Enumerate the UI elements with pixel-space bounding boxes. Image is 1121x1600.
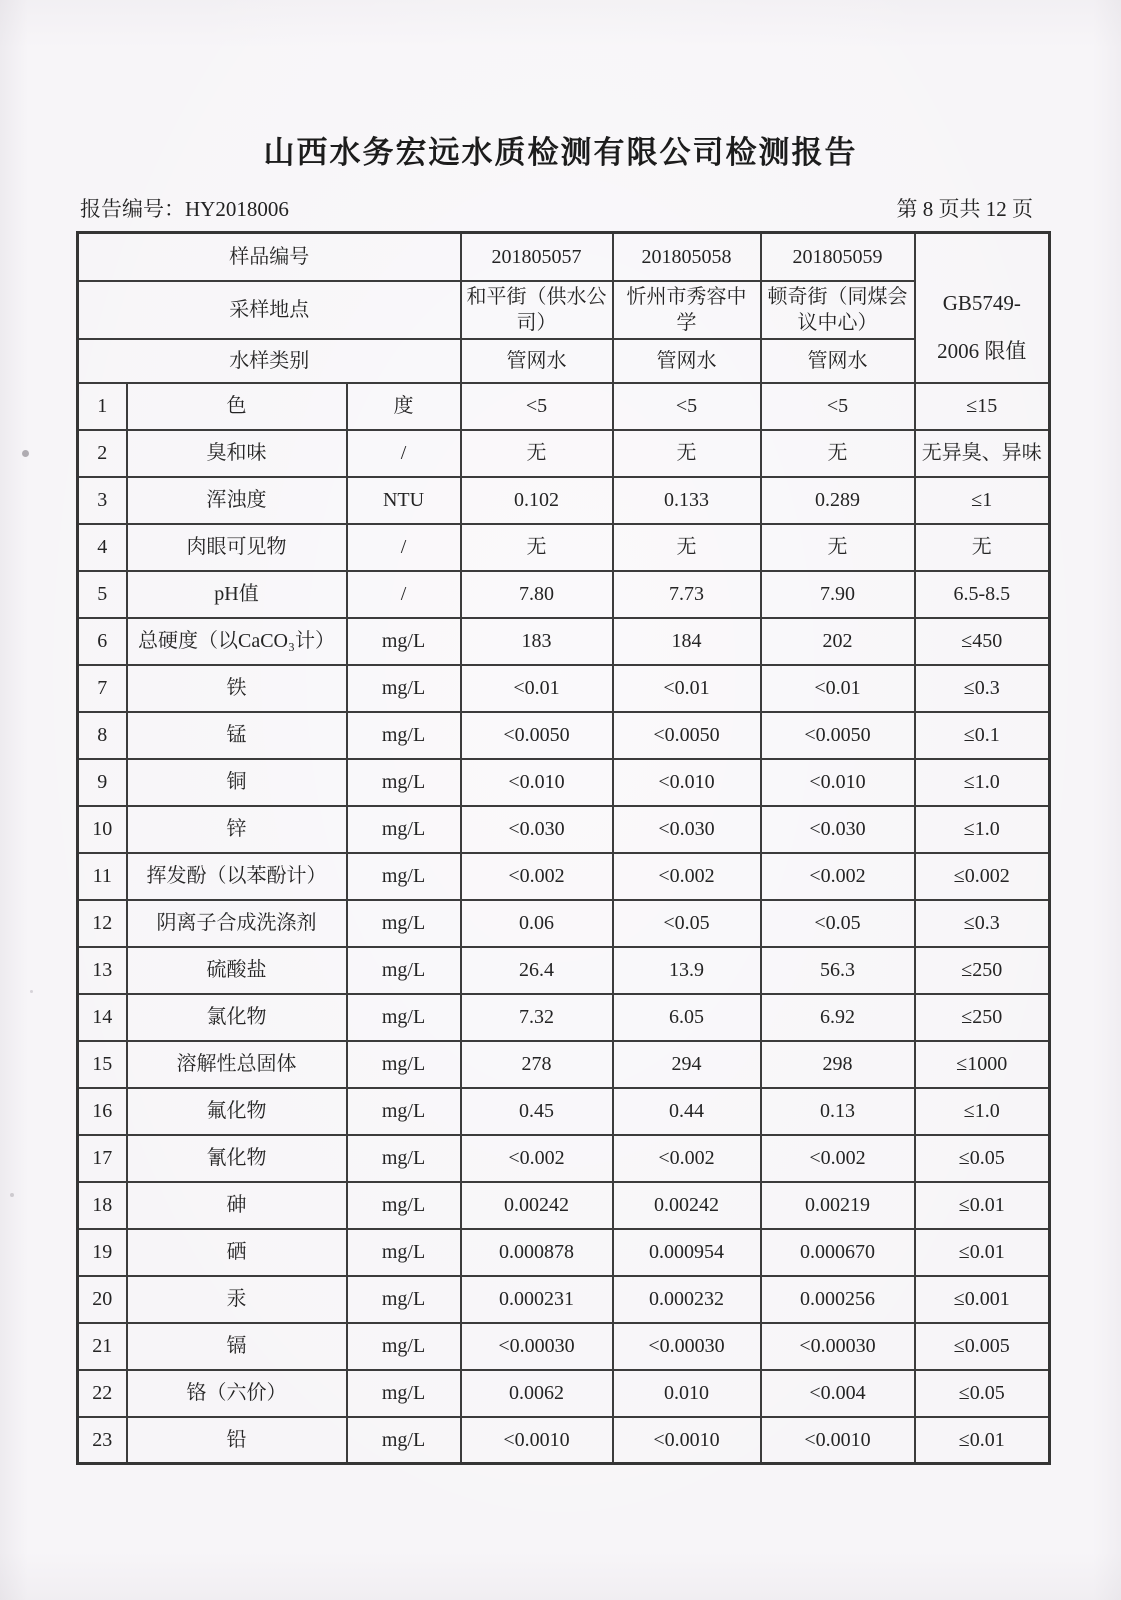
row-index-cell: 20 [78, 1276, 127, 1323]
sample-1-value-cell: <0.0050 [461, 712, 613, 759]
standard-limit-header-text [920, 239, 1045, 376]
limit-value-cell: 无 [915, 524, 1050, 571]
sample-3-value-cell: 7.90 [761, 571, 915, 618]
item-name-cell: 锌 [127, 806, 347, 853]
sample-3-value-cell: <5 [761, 383, 915, 430]
sample-3-id: 201805059 [761, 233, 915, 281]
sample-3-value-cell: <0.010 [761, 759, 915, 806]
limit-value-cell: ≤0.01 [915, 1182, 1050, 1229]
item-name-cell: 铬（六价） [127, 1370, 347, 1417]
sample-1-value-cell: <0.010 [461, 759, 613, 806]
row-index-cell: 7 [78, 665, 127, 712]
sample-1-value-cell: 7.32 [461, 994, 613, 1041]
sample-2-type: 管网水 [613, 339, 761, 383]
unit-cell: mg/L [347, 712, 461, 759]
item-name-cell: 挥发酚（以苯酚计） [127, 853, 347, 900]
sample-1-value-cell: <0.030 [461, 806, 613, 853]
unit-cell: mg/L [347, 1370, 461, 1417]
standard-limit-line2: 2006 限值 [937, 339, 1027, 364]
sample-1-value-cell: <0.002 [461, 1135, 613, 1182]
row-index-cell: 22 [78, 1370, 127, 1417]
sample-3-value-cell: 0.00219 [761, 1182, 915, 1229]
sample-2-value-cell: 无 [613, 524, 761, 571]
sample-3-value-cell: 202 [761, 618, 915, 665]
sample-2-value-cell: 无 [613, 430, 761, 477]
sample-2-value-cell: <5 [613, 383, 761, 430]
sample-3-value-cell: <0.002 [761, 853, 915, 900]
item-name-cell: 色 [127, 383, 347, 430]
row-index-cell: 2 [78, 430, 127, 477]
row-index-cell: 16 [78, 1088, 127, 1135]
table-row [78, 900, 1050, 947]
item-name-cell: 锰 [127, 712, 347, 759]
sample-1-value-cell: <0.002 [461, 853, 613, 900]
item-name-cell: 汞 [127, 1276, 347, 1323]
unit-cell: mg/L [347, 618, 461, 665]
row-index-cell: 11 [78, 853, 127, 900]
unit-cell: mg/L [347, 665, 461, 712]
table-row [78, 1323, 1050, 1370]
sample-2-value-cell: <0.05 [613, 900, 761, 947]
sample-3-value-cell: 0.000670 [761, 1229, 915, 1276]
sample-1-value-cell: 183 [461, 618, 613, 665]
row-index-cell: 10 [78, 806, 127, 853]
limit-value-cell: ≤450 [915, 618, 1050, 665]
unit-cell: mg/L [347, 1182, 461, 1229]
sample-2-value-cell: <0.010 [613, 759, 761, 806]
sample-1-value-cell: 0.45 [461, 1088, 613, 1135]
unit-cell: NTU [347, 477, 461, 524]
header-row-sample-type [78, 339, 1050, 383]
row-index-cell: 15 [78, 1041, 127, 1088]
header-row-location [78, 281, 1050, 339]
table-row [78, 759, 1050, 806]
sample-3-value-cell: 298 [761, 1041, 915, 1088]
limit-value-cell: 无异臭、异味 [915, 430, 1050, 477]
limit-value-cell: ≤0.05 [915, 1370, 1050, 1417]
sample-2-value-cell: <0.01 [613, 665, 761, 712]
item-name-cell: 臭和味 [127, 430, 347, 477]
sample-3-value-cell: 无 [761, 430, 915, 477]
sample-3-value-cell: 6.92 [761, 994, 915, 1041]
sample-3-value-cell: <0.030 [761, 806, 915, 853]
limit-value-cell: ≤250 [915, 994, 1050, 1041]
sample-2-value-cell: <0.0050 [613, 712, 761, 759]
item-name-cell: 阴离子合成洗涤剂 [127, 900, 347, 947]
sample-3-value-cell: 56.3 [761, 947, 915, 994]
table-row [78, 383, 1050, 430]
sample-1-value-cell: 0.000231 [461, 1276, 613, 1323]
table-row [78, 430, 1050, 477]
sample-2-value-cell: 0.00242 [613, 1182, 761, 1229]
limit-value-cell: ≤1.0 [915, 806, 1050, 853]
unit-cell: / [347, 571, 461, 618]
unit-cell: mg/L [347, 1323, 461, 1370]
sample-type-label: 水样类别 [78, 339, 461, 383]
row-index-cell: 4 [78, 524, 127, 571]
sample-3-value-cell: <0.004 [761, 1370, 915, 1417]
limit-value-cell: ≤1.0 [915, 1088, 1050, 1135]
unit-cell: mg/L [347, 759, 461, 806]
report-title: 山西水务宏远水质检测有限公司检测报告 [263, 135, 858, 170]
row-index-cell: 9 [78, 759, 127, 806]
row-index-cell: 21 [78, 1323, 127, 1370]
limit-value-cell: ≤1 [915, 477, 1050, 524]
item-name-cell: 砷 [127, 1182, 347, 1229]
header-row-sample-id [78, 233, 1050, 281]
sample-1-value-cell: 0.102 [461, 477, 613, 524]
sample-2-value-cell: 294 [613, 1041, 761, 1088]
sample-3-value-cell: <0.05 [761, 900, 915, 947]
limit-value-cell: ≤15 [915, 383, 1050, 430]
limit-value-cell: ≤0.001 [915, 1276, 1050, 1323]
sample-2-id: 201805058 [613, 233, 761, 281]
unit-cell: mg/L [347, 1135, 461, 1182]
row-index-cell: 19 [78, 1229, 127, 1276]
row-index-cell: 14 [78, 994, 127, 1041]
row-index-cell: 18 [78, 1182, 127, 1229]
results-table [76, 231, 1051, 1465]
sample-1-value-cell: 278 [461, 1041, 613, 1088]
table-row [78, 1417, 1050, 1464]
sample-2-value-cell: 0.010 [613, 1370, 761, 1417]
table-row [78, 618, 1050, 665]
item-name-cell: 铜 [127, 759, 347, 806]
sample-2-value-cell: 6.05 [613, 994, 761, 1041]
limit-value-cell: ≤0.005 [915, 1323, 1050, 1370]
standard-limit-line1: GB5749- [942, 291, 1021, 316]
standard-limit-header [915, 233, 1050, 383]
unit-cell: mg/L [347, 853, 461, 900]
limit-value-cell: ≤0.01 [915, 1417, 1050, 1464]
scan-speck [10, 1193, 14, 1197]
sample-1-value-cell: 无 [461, 524, 613, 571]
sample-2-value-cell: <0.002 [613, 853, 761, 900]
table-row [78, 1041, 1050, 1088]
limit-value-cell: ≤250 [915, 947, 1050, 994]
sample-2-value-cell: <0.0010 [613, 1417, 761, 1464]
sample-3-value-cell: <0.002 [761, 1135, 915, 1182]
limit-value-cell: ≤0.3 [915, 900, 1050, 947]
sample-2-value-cell: <0.00030 [613, 1323, 761, 1370]
unit-cell: mg/L [347, 1276, 461, 1323]
report-meta [80, 193, 1033, 223]
item-name-cell: 硫酸盐 [127, 947, 347, 994]
item-name-cell: 肉眼可见物 [127, 524, 347, 571]
item-name-cell: 总硬度（以CaCO₃计） [127, 618, 347, 665]
sample-2-value-cell: <0.002 [613, 1135, 761, 1182]
item-name-cell: 硒 [127, 1229, 347, 1276]
sample-3-value-cell: <0.0010 [761, 1417, 915, 1464]
sample-1-value-cell: <5 [461, 383, 613, 430]
scan-speck [22, 450, 29, 457]
item-name-cell: 氰化物 [127, 1135, 347, 1182]
sample-1-type: 管网水 [461, 339, 613, 383]
sample-2-value-cell: 7.73 [613, 571, 761, 618]
row-index-cell: 1 [78, 383, 127, 430]
table-row [78, 1370, 1050, 1417]
limit-value-cell: ≤0.05 [915, 1135, 1050, 1182]
sample-1-value-cell: 无 [461, 430, 613, 477]
unit-cell: mg/L [347, 1417, 461, 1464]
row-index-cell: 5 [78, 571, 127, 618]
item-name-cell: 镉 [127, 1323, 347, 1370]
row-index-cell: 3 [78, 477, 127, 524]
unit-cell: mg/L [347, 1229, 461, 1276]
sample-1-value-cell: <0.01 [461, 665, 613, 712]
sample-1-value-cell: 26.4 [461, 947, 613, 994]
table-row [78, 1182, 1050, 1229]
sample-3-value-cell: 0.000256 [761, 1276, 915, 1323]
sample-1-value-cell: 7.80 [461, 571, 613, 618]
sample-2-location: 忻州市秀容中学 [613, 281, 761, 339]
unit-cell: / [347, 524, 461, 571]
sample-3-value-cell: 无 [761, 524, 915, 571]
sample-2-value-cell: 0.133 [613, 477, 761, 524]
table-row [78, 806, 1050, 853]
limit-value-cell: ≤1.0 [915, 759, 1050, 806]
table-row [78, 712, 1050, 759]
sample-1-value-cell: 0.000878 [461, 1229, 613, 1276]
item-name-cell: 铅 [127, 1417, 347, 1464]
table-row [78, 477, 1050, 524]
limit-value-cell: ≤0.002 [915, 853, 1050, 900]
item-name-cell: 氯化物 [127, 994, 347, 1041]
unit-cell: mg/L [347, 947, 461, 994]
sample-2-value-cell: 13.9 [613, 947, 761, 994]
unit-cell: 度 [347, 383, 461, 430]
table-row [78, 1088, 1050, 1135]
row-index-cell: 12 [78, 900, 127, 947]
sample-2-value-cell: <0.030 [613, 806, 761, 853]
row-index-cell: 13 [78, 947, 127, 994]
sample-3-value-cell: 0.289 [761, 477, 915, 524]
sample-3-value-cell: <0.00030 [761, 1323, 915, 1370]
sample-1-value-cell: 0.0062 [461, 1370, 613, 1417]
sample-1-id: 201805057 [461, 233, 613, 281]
limit-value-cell: ≤0.3 [915, 665, 1050, 712]
table-row [78, 1276, 1050, 1323]
results-body [78, 383, 1050, 1464]
row-index-cell: 17 [78, 1135, 127, 1182]
item-name-cell: 浑浊度 [127, 477, 347, 524]
table-row [78, 1229, 1050, 1276]
scan-speck [30, 990, 33, 993]
unit-cell: mg/L [347, 900, 461, 947]
sample-1-location: 和平街（供水公司） [461, 281, 613, 339]
sample-3-value-cell: <0.01 [761, 665, 915, 712]
sample-2-value-cell: 0.000232 [613, 1276, 761, 1323]
page-indicator: 第 8 页共 12 页 [896, 197, 1033, 221]
sample-1-value-cell: 0.00242 [461, 1182, 613, 1229]
item-name-cell: 溶解性总固体 [127, 1041, 347, 1088]
sampling-location-label: 采样地点 [78, 281, 461, 339]
limit-value-cell: ≤0.1 [915, 712, 1050, 759]
table-row [78, 571, 1050, 618]
row-index-cell: 6 [78, 618, 127, 665]
table-row [78, 994, 1050, 1041]
unit-cell: mg/L [347, 806, 461, 853]
report-number: 报告编号：HY2018006 [80, 197, 289, 221]
unit-cell: mg/L [347, 1088, 461, 1135]
limit-value-cell: ≤1000 [915, 1041, 1050, 1088]
sample-id-label: 样品编号 [78, 233, 461, 281]
item-name-cell: 氟化物 [127, 1088, 347, 1135]
unit-cell: / [347, 430, 461, 477]
item-name-cell: pH值 [127, 571, 347, 618]
sample-1-value-cell: <0.00030 [461, 1323, 613, 1370]
sample-2-value-cell: 0.000954 [613, 1229, 761, 1276]
item-name-cell: 铁 [127, 665, 347, 712]
table-row [78, 947, 1050, 994]
row-index-cell: 23 [78, 1417, 127, 1464]
table-row [78, 524, 1050, 571]
sample-3-type: 管网水 [761, 339, 915, 383]
table-row [78, 853, 1050, 900]
sample-3-value-cell: 0.13 [761, 1088, 915, 1135]
sample-3-location: 顿奇街（同煤会议中心） [761, 281, 915, 339]
sample-3-value-cell: <0.0050 [761, 712, 915, 759]
sample-1-value-cell: 0.06 [461, 900, 613, 947]
sample-1-value-cell: <0.0010 [461, 1417, 613, 1464]
limit-value-cell: ≤0.01 [915, 1229, 1050, 1276]
table-row [78, 1135, 1050, 1182]
unit-cell: mg/L [347, 1041, 461, 1088]
limit-value-cell: 6.5-8.5 [915, 571, 1050, 618]
row-index-cell: 8 [78, 712, 127, 759]
unit-cell: mg/L [347, 994, 461, 1041]
sample-2-value-cell: 0.44 [613, 1088, 761, 1135]
table-row [78, 665, 1050, 712]
sample-2-value-cell: 184 [613, 618, 761, 665]
results-header [78, 233, 1050, 383]
